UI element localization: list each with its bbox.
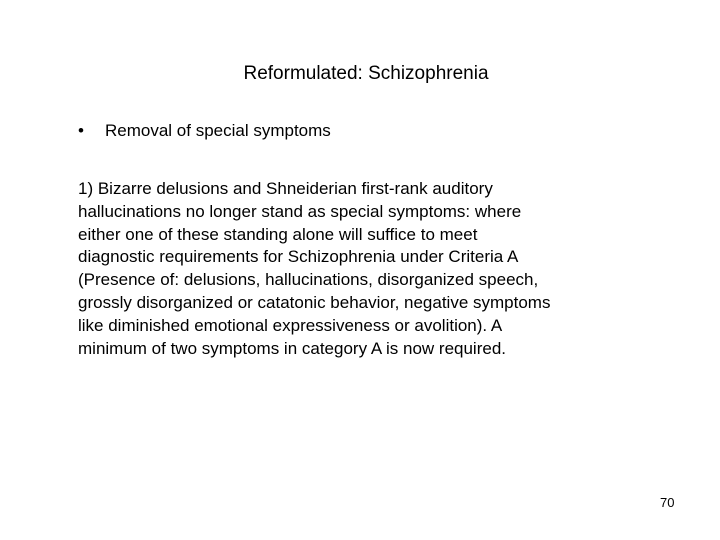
body-line-2: hallucinations no longer stand as special symptoms: where <box>78 201 522 221</box>
body-line-6: grossly disorganized or catatonic behavior, negative symptoms <box>78 292 551 312</box>
bullet-marker: • <box>78 121 84 140</box>
slide-title: Reformulated: Schizophrenia <box>243 63 489 84</box>
body-line-4: diagnostic requirements for Schizophrenia under Criteria A <box>78 247 519 267</box>
bullet-text: Removal of special symptoms <box>105 121 331 140</box>
body-line-7: like diminished emotional expressiveness or avolition). A <box>78 315 503 335</box>
bullet-item <box>78 120 331 142</box>
body-line-3: either one of these standing alone will suffice to meet <box>78 224 478 244</box>
body-paragraph <box>78 178 658 360</box>
body-line-1: 1) Bizarre delusions and Shneiderian first-rank auditory <box>78 179 493 198</box>
body-line-8: minimum of two symptoms in category A is now required. <box>78 338 506 358</box>
page-number: 70 <box>660 495 675 510</box>
body-line-5: (Presence of: delusions, hallucinations, disorganized speech, <box>78 270 539 290</box>
